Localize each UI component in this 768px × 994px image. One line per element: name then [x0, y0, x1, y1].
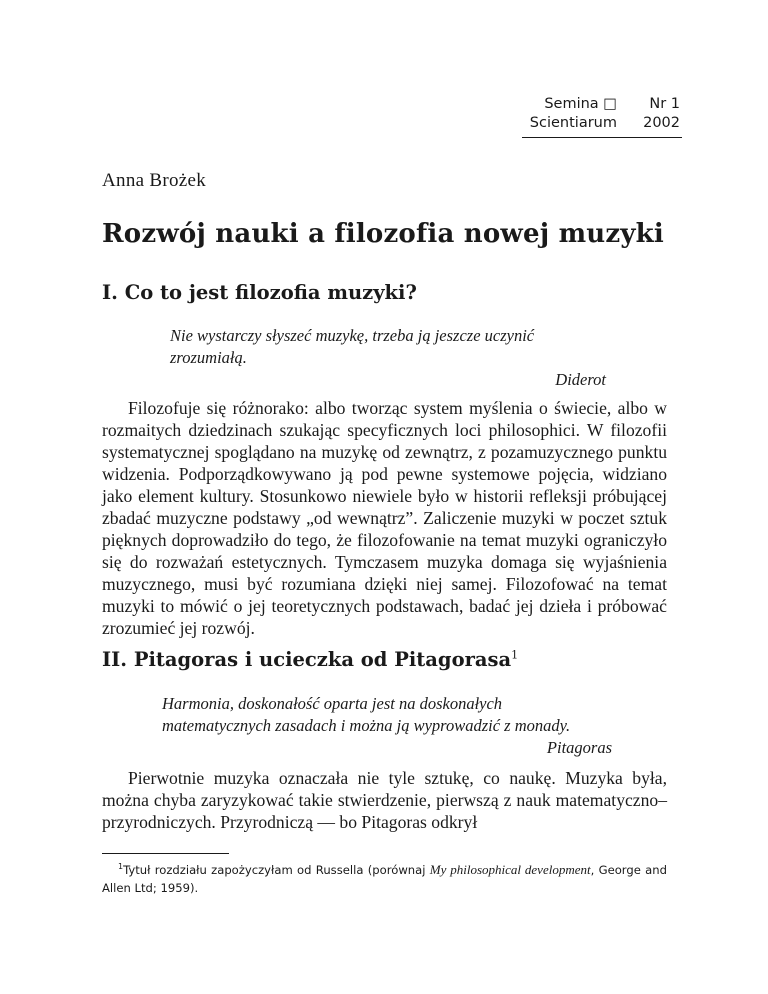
epigraph-2-author: Pitagoras [546, 738, 612, 757]
section-2-paragraph: Pierwotnie muzyka oznaczała nie tyle sztukę, co naukę. Muzyka była, można chyba zaryzykować takie stwierdzenie, pierwszą z nauk matematyczno–przyrodniczych. Przyrodniczą — bo Pitagoras odkrył [102, 768, 667, 832]
epigraph-2-text: Harmonia, doskonałość oparta jest na doskonałych matematycznych zasadach i można ją wyprowadzić z monady. [162, 694, 571, 735]
footnote-mark: 1 [118, 862, 124, 871]
epigraph-1-text: Nie wystarczy słyszeć muzykę, trzeba ją jeszcze uczynić zrozumiałą. [170, 326, 535, 367]
section-heading-2-text: II. Pitagoras i ucieczka od Pitagorasa [102, 648, 512, 671]
journal-name-line2: Scientiarum [529, 115, 617, 131]
section-heading-2 [102, 648, 518, 671]
author-name: Anna Brożek [102, 170, 207, 191]
footnote-divider [102, 853, 229, 854]
section-heading-1: I. Co to jest filozofia muzyki? [102, 281, 417, 304]
journal-year: 2002 [643, 115, 680, 131]
section-2-body [102, 767, 667, 833]
journal-name-line1: Semina □ [544, 96, 617, 112]
footnote-reference-1[interactable]: 1 [511, 648, 519, 662]
section-1-paragraph: Filozofuje się różnorako: albo tworząc system myślenia o świecie, albo w rozmaitych dziedzinach szukając specyficznych loci philosophici. W filozofii systematycznej spoglądano na muzykę od zewnątrz, z pozamuzycznego punktu widzenia. Podporządkowywano ją pod pewne systemowe pojęcia, widziano jako element kultury. Stosunkowo niewiele było w historii refleksji próbującej zbadać muzyczne podstawy „od wewnątrz”. Zaliczenie muzyki w poczet sztuk pięknych doprowadziło do tego, że filozofowanie na temat muzyki ograniczyło się do rozważań estetycznych. Tymczasem muzyka domaga się wyjaśnienia muzycznego, musi być rozumiana dzięki niej samej. Filozofować na temat muzyki to mówić o jej teoretycznych podstawach, badać jej dzieła i próbować zrozumieć jej rozwój. [102, 398, 667, 638]
journal-issue: Nr 1 [649, 96, 680, 112]
footnote-1 [102, 858, 667, 897]
epigraph-2 [162, 693, 612, 759]
epigraph-1 [170, 325, 606, 391]
header-divider [522, 137, 682, 138]
footnote-text-after: , George and Allen Ltd; 1959). [102, 862, 667, 895]
paper-title: Rozwój nauki a filozofia nowej muzyki [102, 219, 664, 249]
footnote-book-title: My philosophical development [429, 861, 591, 877]
journal-header [522, 95, 680, 133]
footnote-text-before: Tytuł rozdziału zapożyczyłam od Russella (porównaj [123, 862, 430, 877]
section-1-body [102, 397, 667, 639]
epigraph-1-author: Diderot [555, 370, 606, 389]
